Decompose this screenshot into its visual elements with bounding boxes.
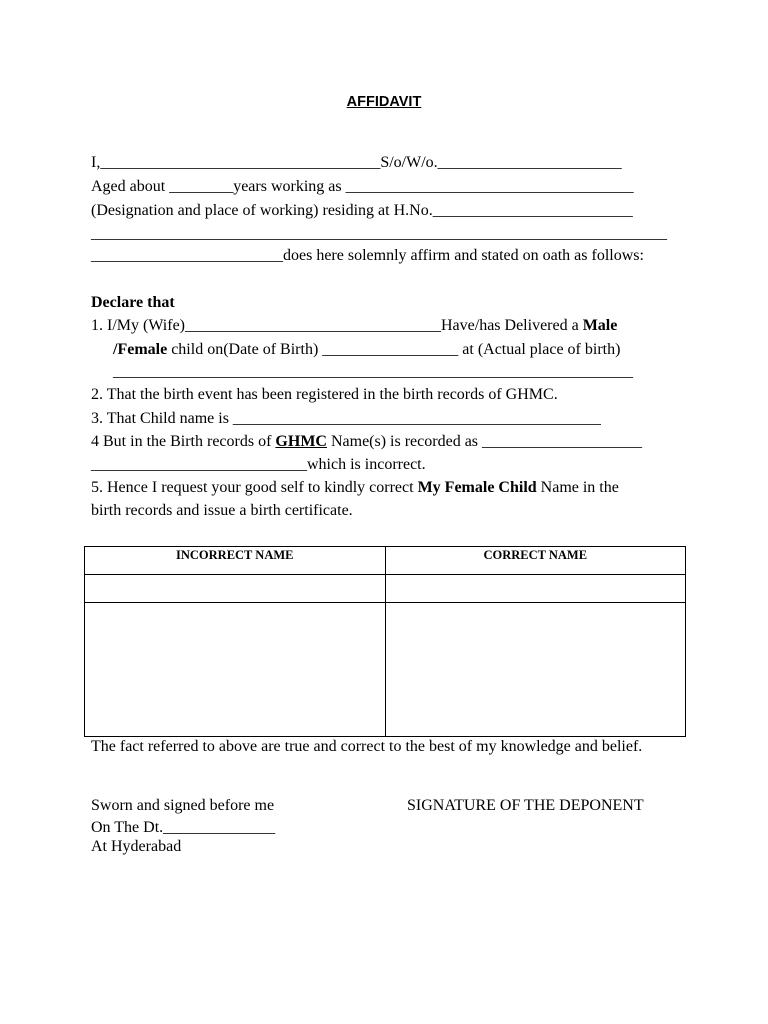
item-5-line-2: birth records and issue a birth certificate. bbox=[91, 502, 353, 519]
item-1-line-2 bbox=[113, 340, 620, 360]
item-4-line-2: ___________________________which is incorrect. bbox=[91, 456, 426, 473]
signature-label: SIGNATURE OF THE DEPONENT bbox=[407, 797, 644, 814]
item-4-text-c: Name(s) is recorded as ____________________ bbox=[326, 433, 643, 450]
item-4-line-1 bbox=[91, 432, 642, 452]
declare-heading: Declare that bbox=[91, 294, 175, 311]
incorrect-name-cell[interactable] bbox=[85, 603, 386, 737]
incorrect-name-header: INCORRECT NAME bbox=[85, 547, 386, 575]
item-1-female: /Female bbox=[113, 341, 168, 358]
item-1-line-1 bbox=[91, 316, 617, 336]
intro-line-blank: ________________________________________________________________________ bbox=[91, 225, 667, 242]
fact-statement: The fact referred to above are true and correct to the best of my knowledge and belief. bbox=[91, 738, 643, 755]
affidavit-title: AFFIDAVIT bbox=[346, 94, 422, 110]
item-1-text-a: 1. I/My (Wife)________________________________Have/has Delivered a bbox=[91, 317, 583, 334]
item-1-line-3: _________________________________________________________________ bbox=[113, 363, 633, 380]
item-1-text-d: child on(Date of Birth) _________________ at (Actual place of birth) bbox=[167, 341, 621, 358]
table-row bbox=[85, 603, 686, 737]
item-3: 3. That Child name is ______________________________________________ bbox=[91, 410, 601, 427]
incorrect-name-cell[interactable] bbox=[85, 575, 386, 603]
sworn-text: Sworn and signed before me bbox=[91, 797, 275, 814]
item-5-text-c: Name in the bbox=[536, 479, 619, 496]
item-5-female-child: My Female Child bbox=[417, 479, 537, 496]
table-header-row bbox=[85, 547, 686, 575]
table-row bbox=[85, 575, 686, 603]
date-line: On The Dt.______________ bbox=[91, 819, 276, 836]
intro-line-age: Aged about ________years working as ____________________________________ bbox=[91, 178, 634, 195]
correct-name-cell[interactable] bbox=[385, 575, 686, 603]
intro-line-name: I,___________________________________S/o/W/o._______________________ bbox=[91, 154, 622, 171]
intro-line-residence: (Designation and place of working) residing at H.No._________________________ bbox=[91, 202, 633, 219]
place-text: At Hyderabad bbox=[91, 838, 182, 855]
item-5-line-1 bbox=[91, 478, 619, 498]
correct-name-header: CORRECT NAME bbox=[385, 547, 686, 575]
correct-name-cell[interactable] bbox=[385, 603, 686, 737]
item-4-text-a: 4 But in the Birth records of bbox=[91, 433, 276, 450]
item-4-ghmc: GHMC bbox=[275, 433, 327, 450]
item-1-male: Male bbox=[582, 317, 618, 334]
name-correction-table bbox=[84, 546, 686, 737]
item-5-text-a: 5. Hence I request your good self to kindly correct bbox=[91, 479, 418, 496]
intro-line-oath: ________________________does here solemnly affirm and stated on oath as follows: bbox=[91, 247, 644, 264]
item-2: 2. That the birth event has been registered in the birth records of GHMC. bbox=[91, 386, 558, 403]
